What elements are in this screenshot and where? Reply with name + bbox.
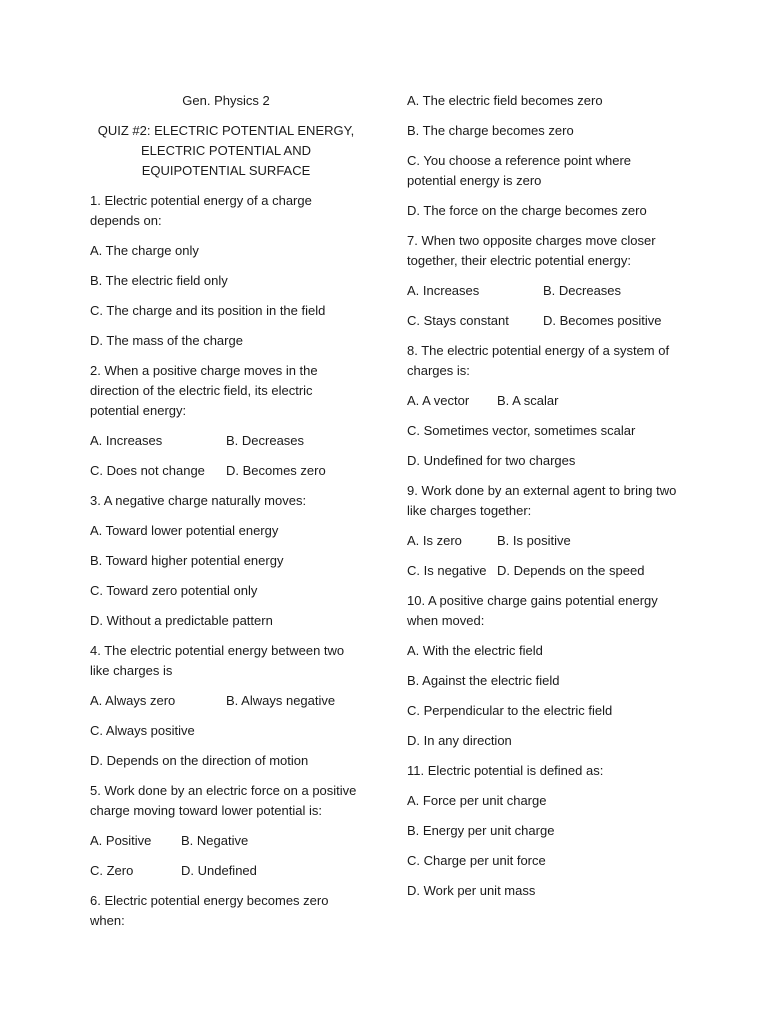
option-6b: B. The charge becomes zero — [407, 123, 574, 138]
question-4: 4. The electric potential energy between two like charges is — [90, 643, 345, 678]
question-8: 8. The electric potential energy of a system of charges is: — [407, 343, 670, 378]
option-2d: D. Becomes zero — [226, 463, 326, 478]
options-row-7cd — [407, 311, 682, 331]
options-row-7ab — [407, 281, 682, 301]
option-7d: D. Becomes positive — [543, 313, 662, 328]
option-9d: D. Depends on the speed — [497, 563, 645, 578]
option-3a: A. Toward lower potential energy — [90, 523, 279, 538]
options-row-4ab — [90, 691, 362, 711]
option-5d: D. Undefined — [181, 863, 257, 878]
option-8b: B. A scalar — [497, 393, 559, 408]
option-1b: B. The electric field only — [90, 273, 228, 288]
option-1d: D. The mass of the charge — [90, 333, 243, 348]
option-8c: C. Sometimes vector, sometimes scalar — [407, 423, 636, 438]
question-2: 2. When a positive charge moves in the direction of the electric field, its electric potential energy: — [90, 363, 318, 418]
option-5c: C. Zero — [90, 863, 134, 878]
option-7a: A. Increases — [407, 283, 480, 298]
question-1: 1. Electric potential energy of a charge depends on: — [90, 193, 312, 228]
options-row-5cd — [90, 861, 362, 881]
option-5b: B. Negative — [181, 833, 249, 848]
option-3d: D. Without a predictable pattern — [90, 613, 273, 628]
question-7: 7. When two opposite charges move closer together, their electric potential energy: — [407, 233, 656, 268]
option-1c: C. The charge and its position in the field — [90, 303, 326, 318]
option-11b: B. Energy per unit charge — [407, 823, 555, 838]
option-3c: C. Toward zero potential only — [90, 583, 258, 598]
quiz-title: QUIZ #2: ELECTRIC POTENTIAL ENERGY, ELECTRIC POTENTIAL AND EQUIPOTENTIAL SURFACE — [97, 123, 355, 178]
option-7c: C. Stays constant — [407, 313, 509, 328]
option-7b: B. Decreases — [543, 283, 622, 298]
option-8d: D. Undefined for two charges — [407, 453, 576, 468]
option-10a: A. With the electric field — [407, 643, 543, 658]
option-11a: A. Force per unit charge — [407, 793, 547, 808]
option-10b: B. Against the electric field — [407, 673, 560, 688]
option-3b: B. Toward higher potential energy — [90, 553, 284, 568]
question-9: 9. Work done by an external agent to bring two like charges together: — [407, 483, 677, 518]
option-9a: A. Is zero — [407, 533, 462, 548]
right-column — [407, 91, 682, 911]
options-row-9ab — [407, 531, 682, 551]
option-4c: C. Always positive — [90, 723, 195, 738]
option-9c: C. Is negative — [407, 563, 487, 578]
option-4b: B. Always negative — [226, 693, 336, 708]
question-6: 6. Electric potential energy becomes zero when: — [90, 893, 329, 928]
option-9b: B. Is positive — [497, 533, 571, 548]
option-10c: C. Perpendicular to the electric field — [407, 703, 613, 718]
option-2c: C. Does not change — [90, 463, 205, 478]
option-4d: D. Depends on the direction of motion — [90, 753, 309, 768]
options-row-2cd — [90, 461, 362, 481]
option-11d: D. Work per unit mass — [407, 883, 536, 898]
option-6d: D. The force on the charge becomes zero — [407, 203, 647, 218]
options-row-5ab — [90, 831, 362, 851]
option-5a: A. Positive — [90, 833, 152, 848]
question-10: 10. A positive charge gains potential energy when moved: — [407, 593, 658, 628]
option-8a: A. A vector — [407, 393, 470, 408]
option-2a: A. Increases — [90, 433, 163, 448]
option-4a: A. Always zero — [90, 693, 176, 708]
options-row-8ab — [407, 391, 682, 411]
course-title: Gen. Physics 2 — [182, 93, 270, 108]
option-11c: C. Charge per unit force — [407, 853, 546, 868]
question-3: 3. A negative charge naturally moves: — [90, 493, 307, 508]
options-row-9cd — [407, 561, 682, 581]
question-5: 5. Work done by an electric force on a positive charge moving toward lower potential is: — [90, 783, 357, 818]
question-11: 11. Electric potential is defined as: — [407, 763, 604, 778]
left-column — [90, 91, 362, 941]
option-6a: A. The electric field becomes zero — [407, 93, 603, 108]
option-1a: A. The charge only — [90, 243, 199, 258]
options-row-2ab — [90, 431, 362, 451]
option-2b: B. Decreases — [226, 433, 305, 448]
option-6c: C. You choose a reference point where potential energy is zero — [407, 153, 632, 188]
option-10d: D. In any direction — [407, 733, 512, 748]
